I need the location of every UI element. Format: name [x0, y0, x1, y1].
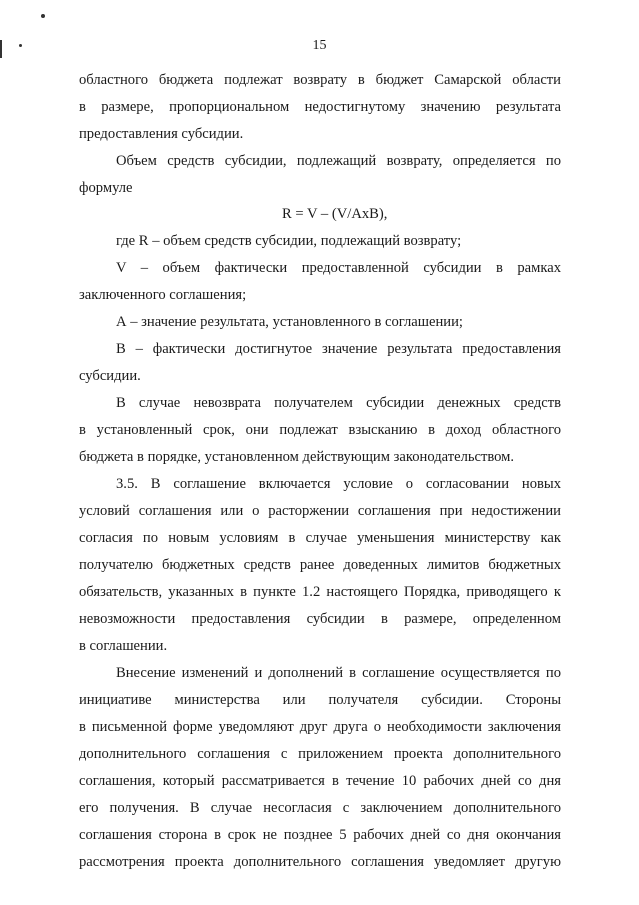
- page-number: 15: [312, 38, 327, 53]
- text-line: инициативе министерства или получателя субсидии. Стороны: [79, 692, 561, 708]
- text-line: предоставления субсидии.: [79, 126, 244, 142]
- text-line: субсидии.: [79, 368, 141, 384]
- text-line: областного бюджета подлежат возврату в бюджет Самарской области: [79, 72, 561, 88]
- text-line: А – значение результата, установленного в соглашении;: [116, 314, 463, 330]
- text-line: 3.5. В соглашение включается условие о согласовании новых: [116, 476, 561, 492]
- text-line: в установленный срок, они подлежат взысканию в доход областного: [79, 422, 561, 438]
- text-line: рассмотрения проекта дополнительного соглашения уведомляет другую: [79, 854, 561, 870]
- scan-mark: [41, 14, 45, 18]
- text-line: дополнительного соглашения с приложением проекта дополнительного: [79, 746, 561, 762]
- text-line: В случае невозврата получателем субсидии денежных средств: [116, 395, 561, 411]
- text-line: V – объем фактически предоставленной субсидии в рамках: [116, 260, 561, 276]
- text-line: Объем средств субсидии, подлежащий возврату, определяется по: [116, 153, 561, 169]
- text-line: согласия по новым условиям в случае уменьшения министерству как: [79, 530, 561, 546]
- text-line: невозможности предоставления субсидии в размере, определенном: [79, 611, 561, 627]
- text-line: заключенного соглашения;: [79, 287, 247, 303]
- text-line: соглашения сторона в срок не позднее 5 рабочих дней со дня окончания: [79, 827, 561, 843]
- text-line: формуле: [79, 180, 133, 196]
- text-line: где R – объем средств субсидии, подлежащий возврату;: [116, 233, 462, 249]
- text-line: получателю бюджетных средств ранее доведенных лимитов бюджетных: [79, 557, 561, 573]
- text-line: условий соглашения или о расторжении соглашения при недостижении: [79, 503, 561, 519]
- text-line: B – фактически достигнутое значение результата предоставления: [116, 341, 561, 357]
- text-line: его получения. В случае несогласия с заключением дополнительного: [79, 800, 561, 816]
- text-line: в письменной форме уведомляют друг друга о необходимости заключения: [79, 719, 561, 735]
- formula: R = V – (V/AxB),: [282, 206, 388, 222]
- text-line: обязательств, указанных в пункте 1.2 настоящего Порядка, приводящего к: [79, 584, 561, 600]
- text-line: в соглашении.: [79, 638, 168, 654]
- text-line: Внесение изменений и дополнений в соглашение осуществляется по: [116, 665, 561, 681]
- text-line: соглашения, который рассматривается в течение 10 рабочих дней со дня: [79, 773, 561, 789]
- text-line: бюджета в порядке, установленном действующим законодательством.: [79, 449, 515, 465]
- text-line: в размере, пропорциональном недостигнутому значению результата: [79, 99, 561, 115]
